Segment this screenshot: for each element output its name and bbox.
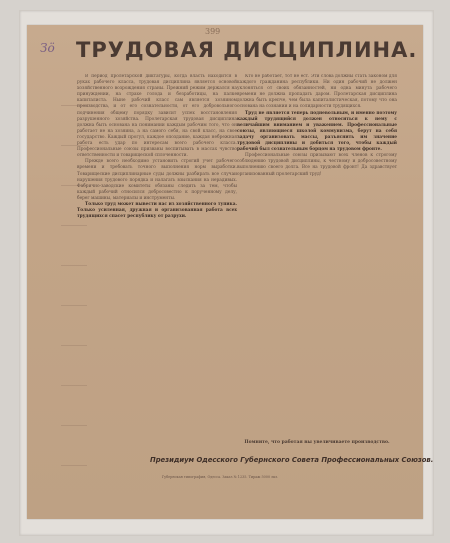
emphasized-paragraph: Труд не является теперь подневольным, и именно поэтому каждый трудящийся должен относиться к нему с величайшим вниманием и уважением. Профессиональные союзы, являющиеся школой коммунизма, берут на себя задачу организовать массы, разъяснить им значение трудовой дисциплины и добиться того, чтобы каждый рабочий был сознательным борцом на трудовом фронте. — [237, 110, 397, 153]
signature-line: Президиум Одесского Губернского Совета Профессиональных Союзов. — [150, 456, 434, 464]
archive-stamp: Зӧ — [40, 41, 55, 55]
paragraph: Профессиональные союзы призывают всех членов к строгому соблюдению трудовой дисциплины, к честному и добросовестному выполнению своего долга. Все на трудовой фронт! Да здравствует организованный пролетарский труд! — [237, 153, 397, 177]
paragraph: Прежде всего необходимо установить строгий учет рабочего времени и требовать точного выполнения норм выработки. Товарищеские дисциплинарные суды должны разбирать все случаи нарушения трудового порядка и налагать взыскания на нерадивых. Фабрично-заводские комитеты обязаны следить за тем, чтобы каждый рабочий относился добросовестно к порученному делу, берег машины, материалы и инструменты. — [77, 159, 237, 201]
paragraph: Кто не работает, тот не ест. Эти слова должны стать законом для каждого гражданина республики. Ни один рабочий не должен уклоняться от своих обязанностей, ни одна минута рабочего времени не должна пропадать даром. Пролетарская дисциплина должна быть крепче, чем была капиталистическая, потому что она основана на сознании и на солидарности трудящихся. — [237, 74, 397, 110]
emphasized-paragraph: Только труд может вывести нас из хозяйственного тупика. Только усиленная, дружная и организованная работа всех трудящихся спасет республику от разрухи. — [77, 201, 237, 220]
printer-imprint: Губернская типография, Одесса. Заказ № 1235. Тираж 5000 экз. — [161, 475, 279, 479]
sheet-number: 399 — [205, 27, 221, 36]
right-text-column — [237, 74, 397, 436]
closing-line: Помните, что работая вы увеличиваете производство. — [244, 440, 390, 445]
margin-mark — [61, 465, 87, 476]
poster-title: ТРУДОВАЯ ДИСЦИПЛИНА. — [76, 38, 418, 62]
paragraph: В период пролетарской диктатуры, когда власть находится в руках рабочего класса, трудовая дисциплина является основой хозяйственного возрождения страны. Прежний режим держался на принуждении, на страхе голода и безработицы, на палке капиталиста. Ныне рабочий класс сам является хозяином производства, и от его сознательности, от его добровольного подчинения общему порядку зависит успех восстановления разрушенного хозяйства. Пролетарская трудовая дисциплина должна быть основана на понимании каждым рабочим того, что он работает не на хозяина, а на самого себя, на свой класс, на свое государство. Каждый прогул, каждое опоздание, каждая небрежная работа есть удар по интересам всего рабочего класса. Профессиональные союзы призваны воспитывать в массах чувство ответственности и товарищеской сплоченности. — [77, 74, 237, 159]
left-text-column — [77, 74, 237, 452]
